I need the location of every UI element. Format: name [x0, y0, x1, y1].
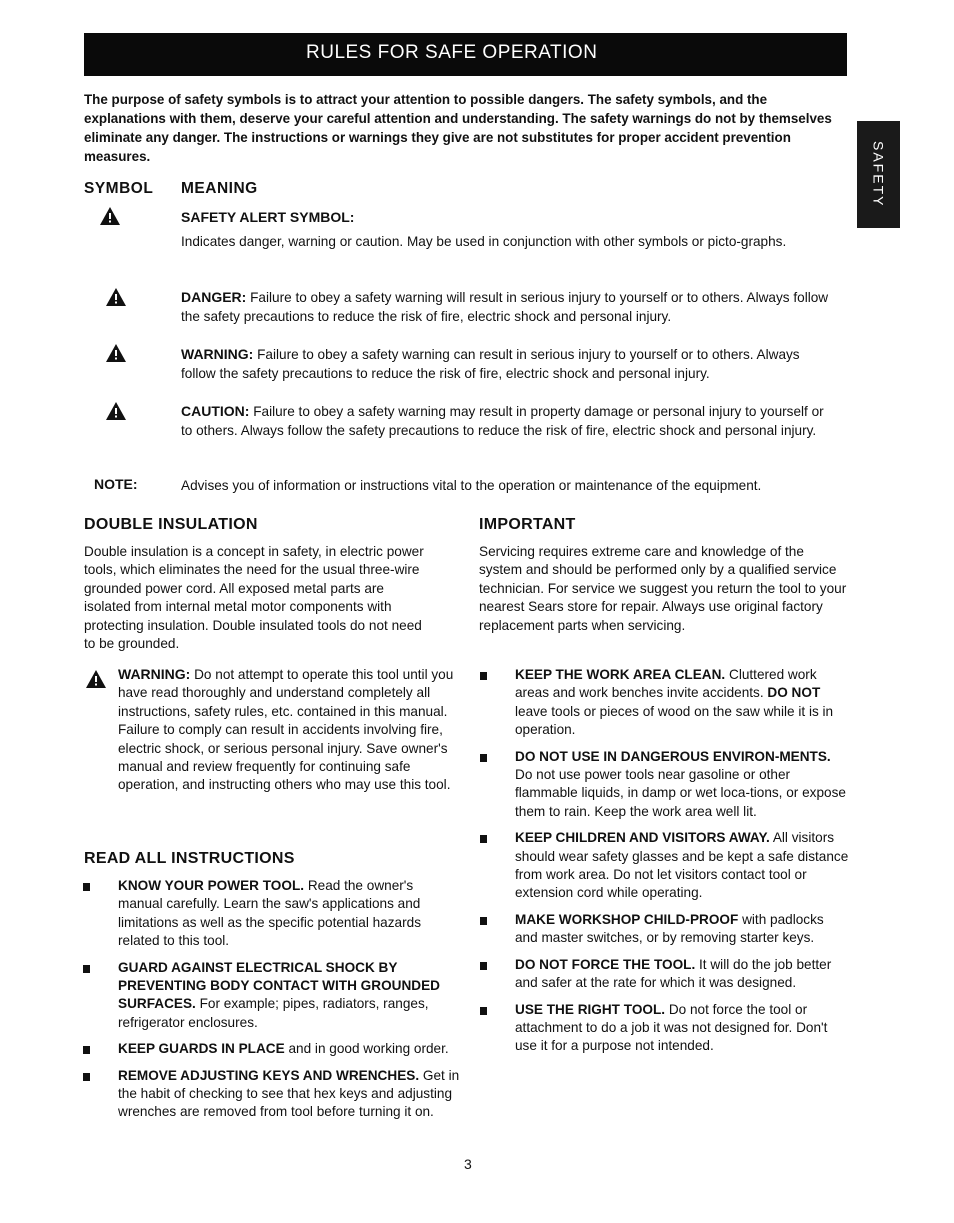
page-header-bar — [84, 33, 847, 76]
list-item: KEEP THE WORK AREA CLEAN. Cluttered work areas and work benches invite accidents. DO NOT leave tools or pieces of wood on the saw while it is in operation. — [478, 666, 850, 740]
bullet-square-icon — [480, 917, 487, 925]
bullet-square-icon — [83, 965, 90, 973]
danger-title: DANGER: — [181, 289, 247, 305]
danger-icon — [106, 288, 126, 306]
operate-warning-icon — [86, 670, 106, 688]
intro-paragraph: The purpose of safety symbols is to attract your attention to possible dangers. The safety symbols, and the explanations with them, deserve your careful attention and understanding. The safety warnings do not by themselves eliminate any danger. The instructions or warnings they give are not substitutes for proper accident prevention measures. — [84, 92, 832, 164]
warning-row — [181, 345, 831, 383]
bullet-square-icon — [480, 962, 487, 970]
danger-text: Failure to obey a safety warning will result in serious injury to yourself or to others. Always follow the safety precautions to reduce the risk of fire, electric shock and personal injury. — [181, 290, 829, 324]
danger-row — [181, 288, 831, 326]
list-item: DO NOT FORCE THE TOOL. It will do the job better and safer at the rate for which it was designed. — [478, 956, 850, 993]
important-text: Servicing requires extreme care and knowledge of the system and should be performed only by a qualified service technician. For service we suggest you return the tool to your nearest Sears store for repair. Always use original factory replacement parts when servicing. — [479, 544, 847, 633]
important-heading: IMPORTANT — [479, 516, 576, 533]
caution-icon — [106, 402, 126, 420]
safety-alert-row — [181, 208, 831, 251]
caution-row — [181, 402, 831, 440]
list-item: KNOW YOUR POWER TOOL. Read the owner's manual carefully. Learn the saw's applications and limitations as well as the specific potential hazards related to this tool. — [81, 877, 461, 951]
warning-icon — [106, 344, 126, 362]
safety-alert-icon — [100, 207, 120, 225]
read-all-heading: READ ALL INSTRUCTIONS — [84, 850, 295, 867]
note-text: Advises you of information or instructions vital to the operation or maintenance of the equipment. — [181, 478, 762, 493]
safety-alert-title: SAFETY ALERT SYMBOL: — [181, 209, 355, 225]
list-item: DO NOT USE IN DANGEROUS ENVIRON-MENTS. Do not use power tools near gasoline or other flammable liquids, in damp or wet loca-tions, or expose them to rain. Keep the work area well lit. — [478, 748, 850, 822]
note-label: NOTE: — [94, 476, 138, 492]
warning-title: WARNING: — [181, 346, 254, 362]
bullet-square-icon — [480, 835, 487, 843]
safety-alert-text: Indicates danger, warning or caution. May be used in conjunction with other symbols or picto-graphs. — [181, 233, 787, 249]
operate-warning-title: WARNING: — [118, 666, 191, 682]
caution-text: Failure to obey a safety warning may result in property damage or personal injury to yourself or to others. Always follow the safety precautions to reduce the risk of fire, electric shock and personal injury. — [181, 404, 824, 438]
caution-title: CAUTION: — [181, 403, 250, 419]
list-item: GUARD AGAINST ELECTRICAL SHOCK BY PREVENTING BODY CONTACT WITH GROUNDED SURFACES. For example; pipes, radiators, ranges, refrigerator enclosures. — [81, 959, 461, 1033]
list-item: KEEP GUARDS IN PLACE and in good working order. — [81, 1040, 461, 1058]
list-item: USE THE RIGHT TOOL. Do not force the tool or attachment to do a job it was not designed for. Don't use it for a purpose not intended. — [478, 1001, 850, 1056]
bullet-square-icon — [83, 1046, 90, 1054]
list-item: REMOVE ADJUSTING KEYS AND WRENCHES. Get in the habit of checking to see that hex keys and adjusting wrenches are removed from tool before turning it on. — [81, 1067, 461, 1122]
symbol-column-heading: SYMBOL — [84, 180, 154, 197]
meaning-column-heading: MEANING — [181, 180, 258, 197]
operate-warning-body: Do not attempt to operate this tool until you have read thoroughly and understand completely all instructions, safety rules, etc. contained in this manual. Failure to comply can result in accidents involving fire, electric shock, or serious personal injury. Save owner's manual and review frequently for continuing safe operation, and instructing others who may use this tool. — [118, 667, 454, 793]
shop-safety-list — [478, 666, 850, 1064]
bullet-square-icon — [480, 672, 487, 680]
bullet-square-icon — [480, 754, 487, 762]
warning-text: Failure to obey a safety warning can result in serious injury to yourself or to others. Always follow the safety precautions to reduce the risk of fire, electric shock and personal injury. — [181, 347, 800, 381]
read-all-list — [81, 877, 461, 1130]
section-side-tab — [857, 121, 900, 228]
double-insulation-text: Double insulation is a concept in safety, in electric power tools, which eliminates the need for the usual three-wire grounded power cord. All exposed metal parts are isolated from internal metal motor components with protecting insulation. Double insulated tools do not need to be grounded. — [84, 544, 424, 652]
bullet-square-icon — [83, 1073, 90, 1081]
bullet-square-icon — [83, 883, 90, 891]
list-item: MAKE WORKSHOP CHILD-PROOF with padlocks and master switches, or by removing starter keys. — [478, 911, 850, 948]
side-tab-label: SAFETY — [870, 141, 887, 208]
operate-warning-text — [118, 665, 458, 795]
page-title: RULES FOR SAFE OPERATION — [306, 42, 598, 63]
bullet-square-icon — [480, 1007, 487, 1015]
double-insulation-heading: DOUBLE INSULATION — [84, 516, 258, 533]
list-item: KEEP CHILDREN AND VISITORS AWAY. All visitors should wear safety glasses and be kept a safe distance from work area. Do not let visitors contact tool or extension cord while operating. — [478, 829, 850, 903]
page-number: 3 — [464, 1156, 472, 1172]
